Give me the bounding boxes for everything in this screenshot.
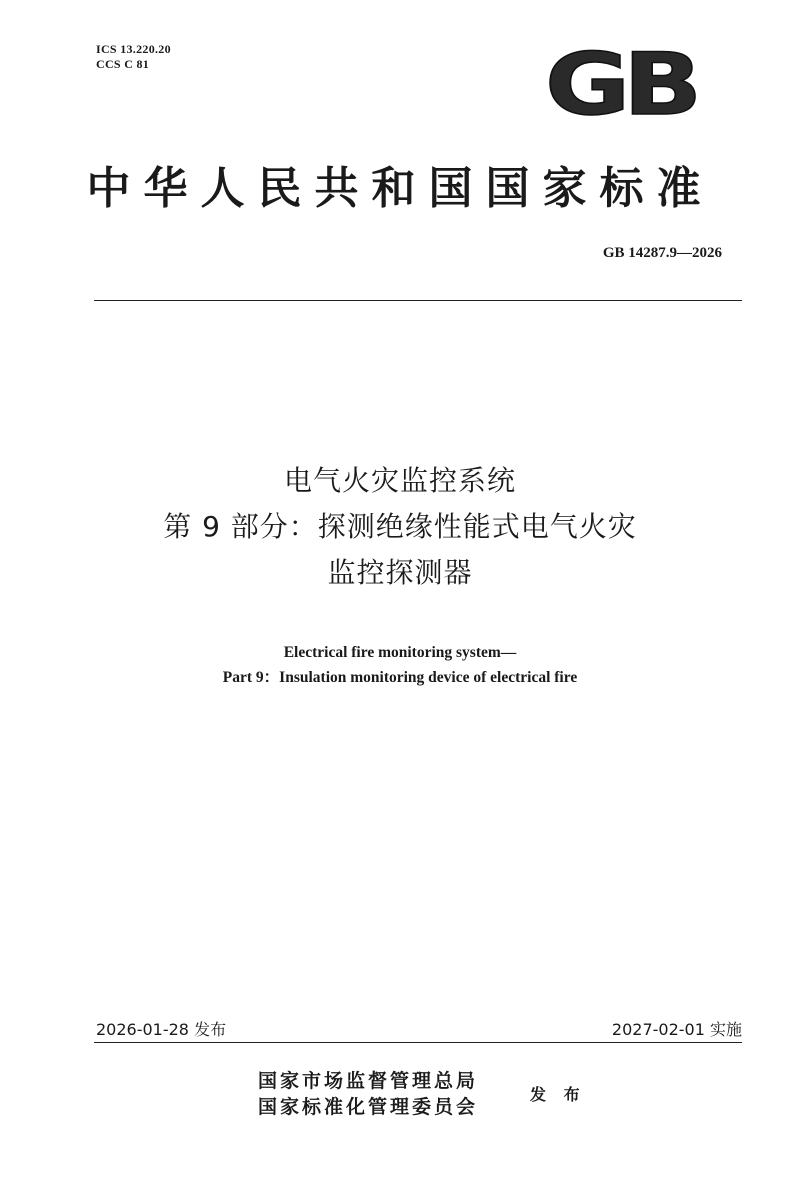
issue-date: 2026-01-28 发布 <box>96 1020 227 1039</box>
chinese-title-line3: 监控探测器 <box>327 556 473 589</box>
english-title-line1: Electrical fire monitoring system— <box>283 644 517 661</box>
chinese-title-line2: 第 9 部分：探测绝缘性能式电气火灾 <box>163 510 637 543</box>
english-title <box>0 640 800 690</box>
implementation-date: 2027-02-01 实施 <box>611 1020 742 1039</box>
gb-logo <box>540 44 700 126</box>
ics-code: ICS 13.220.20 <box>96 42 171 56</box>
standard-number: GB 14287.9—2026 <box>602 245 722 261</box>
classification-codes <box>96 42 171 72</box>
header-divider <box>94 300 742 301</box>
issue-action-label: 发 布 <box>530 1085 586 1104</box>
ccs-code: CCS C 81 <box>96 57 150 71</box>
issuer-sac: 国家标准化管理委员会 <box>258 1096 479 1118</box>
chinese-title-line1: 电气火灾监控系统 <box>283 464 516 497</box>
english-title-line2: Part 9：Insulation monitoring device of electrical fire <box>222 669 578 686</box>
issuer-samr: 国家市场监督管理总局 <box>258 1070 479 1092</box>
standard-name: 中华人民共和国国家标准 <box>86 163 714 214</box>
chinese-title <box>0 458 800 596</box>
gb-logo-text: GB <box>545 44 696 126</box>
footer-divider <box>94 1042 742 1043</box>
issuing-organizations <box>258 1068 478 1120</box>
